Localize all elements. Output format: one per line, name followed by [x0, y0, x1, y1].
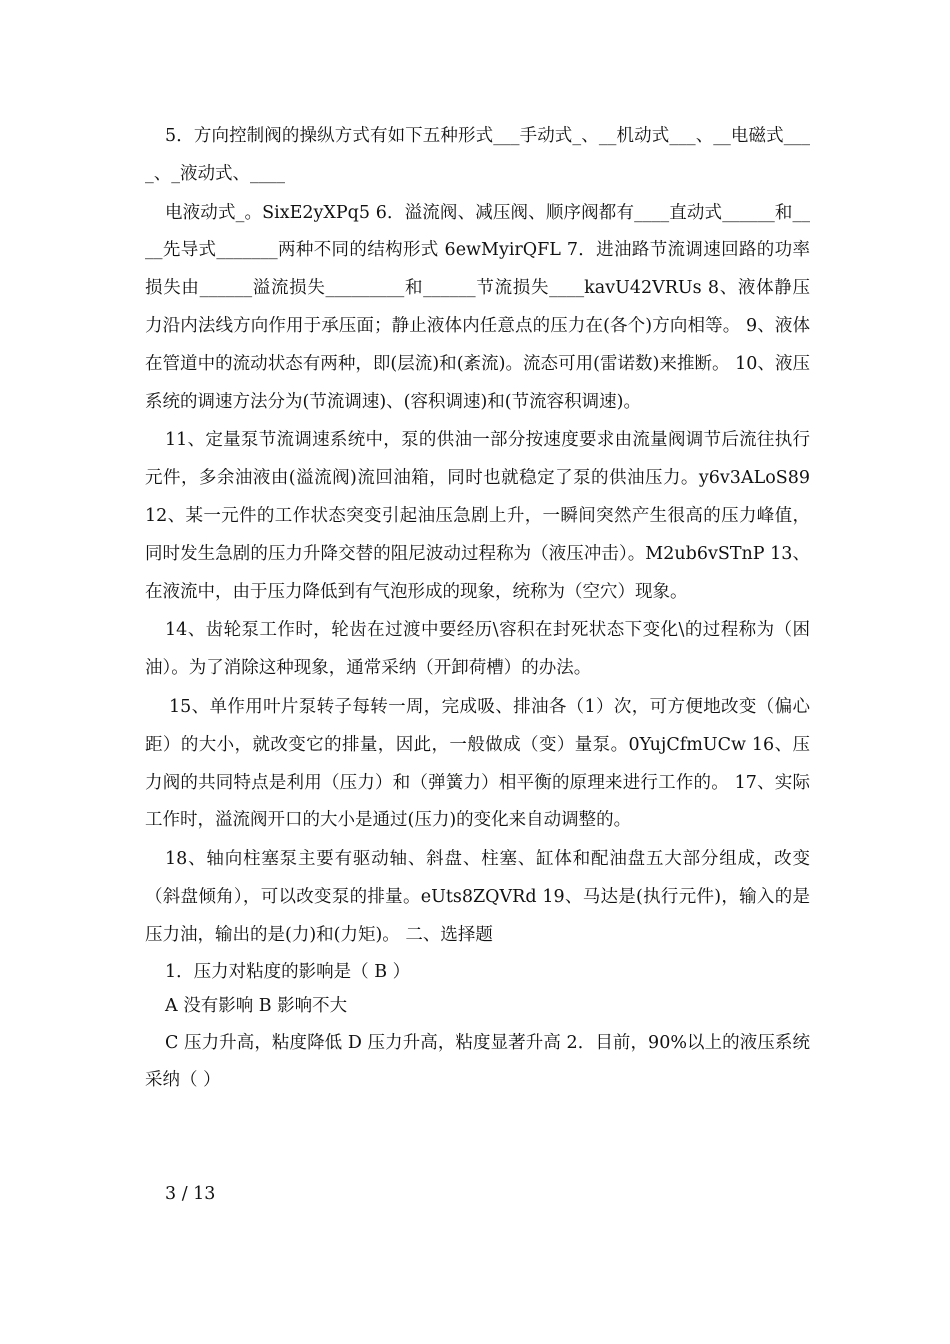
paragraph-q15-q17: 15、单作用叶片泵转子每转一周，完成吸、排油各（1）次，可方便地改变（偏心距）的大小，就改变它的排量，因此，一般做成（变）量泵。0YujCfmUCw 16、压力阀的共同特点是利用（压力）和（弹簧力）相平衡的原理来进行工作的。 17、实际工作时，溢流阀开口的大小是通过(压力)的变化来自动调整的。: [145, 696, 810, 831]
choice-question-1: 1．压力对粘度的影响是（ B ）: [165, 961, 411, 982]
paragraph-q5: 5．方向控制阀的操纵方式有如下五种形式___手动式_、__机动式___、__电磁式____、_液动式、____: [145, 126, 810, 184]
page-number: 3 / 13: [165, 1184, 216, 1204]
paragraph-q6-q10: 电液动式_。SixE2yXPq5 6．溢流阀、减压阀、顺序阀都有____直动式______和____先导式_______两种不同的结构形式 6ewMyirQFL 7．进油路节流调速回路的功率损失由______溢流损失_________和______节流损失____kavU42VRUs 8、液体静压力沿内法线方向作用于承压面；静止液体内任意点的压力在(各个)方向相等。 9、液体在管道中的流动状态有两种，即(层流)和(紊流)。流态可用(雷诺数)来推断。 10、液压系统的调速方法分为(节流调速)、(容积调速)和(节流容积调速)。: [145, 202, 810, 412]
paragraph-q18-q19: 18、轴向柱塞泵主要有驱动轴、斜盘、柱塞、缸体和配油盘五大部分组成，改变（斜盘倾角），可以改变泵的排量。eUts8ZQVRd 19、马达是(执行元件)，输入的是压力油，输出的是(力)和(力矩)。 二、选择题: [145, 849, 810, 945]
choice-options-cd: C 压力升高，粘度降低 D 压力升高，粘度显著升高 2．目前，90%以上的液压系统采纳（ ）: [145, 1032, 810, 1091]
choice-options-ab: A 没有影响 B 影响不大: [165, 995, 348, 1016]
paragraph-q14: 14、齿轮泵工作时，轮齿在过渡中要经历\容积在封死状态下变化\的过程称为（困油）。为了消除这种现象，通常采纳（开卸荷槽）的办法。: [145, 620, 810, 679]
document-body: [145, 118, 816, 1100]
paragraph-q11-q13: 11、定量泵节流调速系统中，泵的供油一部分按速度要求由流量阀调节后流往执行元件，多余油液由(溢流阀)流回油箱，同时也就稳定了泵的供油压力。y6v3ALoS89 12、某一元件的工作状态突变引起油压急剧上升，一瞬间突然产生很高的压力峰值，同时发生急剧的压力升降交替的阻尼波动过程称为（液压冲击）。M2ub6vSTnP 13、在液流中，由于压力降低到有气泡形成的现象，统称为（空穴）现象。: [145, 430, 816, 602]
